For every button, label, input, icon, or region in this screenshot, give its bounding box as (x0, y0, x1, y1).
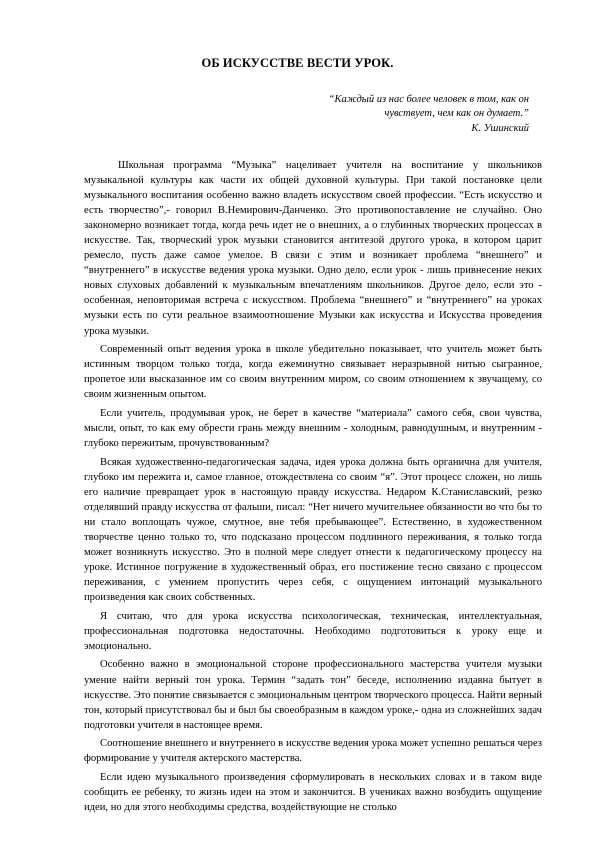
epigraph-quote-line-1: “Каждый из нас более человек в том, как он (328, 94, 529, 105)
paragraph-5: Я считаю, что для урока искусства психологическая, техническая, интеллектуальная, профессиональная подготовка недостаточны. Необходимо подготовиться к уроку еще и эмоционально. (84, 610, 542, 652)
paragraph-8: Если идею музыкального произведения сформулировать в нескольких словах и в таком виде сообщить ее ребенку, то жизнь идеи на этом и закончится. В учениках важно возбудить ощущение идеи, но для этого необходимы средства, воздействующие не столько (84, 771, 542, 814)
body-text (84, 158, 542, 819)
paragraph-6: Особенно важно в эмоциональной стороне профессионального мастерства учителя музыки умение найти верный тон урока. Термин “задать тон” беседе, исполнению издавна бытует в искусстве. Это понятие связывается с эмоциональным центром творческого процесса. Найти верный тон, который присутствовал бы и был бы своеобразным в каждом уроке,- одна из сложнейших задач подготовки учителя в настоящее время. (84, 659, 542, 731)
epigraph (229, 93, 529, 136)
epigraph-quote-line-2: чувствует, чем как он думает.” (384, 108, 529, 119)
paragraph-2: Современный опыт ведения урока в школе убедительно показывает, что учитель может быть истинным творцом только тогда, когда ежеминутно связывает неразрывной нитью сыгранное, пропетое или высказанное им со своим внутренним миром, со своим отношением к звучащему, со своим жизненным опытом. (84, 344, 542, 401)
paragraph-4: Всякая художественно-педагогическая задача, идея урока должна быть органична для учителя, глубоко им пережита и, самое главное, отождествлена со своим “я”. Этот процесс сложен, но лишь его наличие превращает урок в настоящую правду искусства. Недаром К.Станиславский, резко отделявший правду искусства от фальши, писал: “Нет ничего мучительнее обязанности во что бы то ни стало воплощать чужое, смутное, вне тебя пребывающее”. Естественно, в художественном творчестве ценно только то, что подсказано процессом подлинного переживания, я только тогда может возникнуть искусство. Это в полной мере следует отнести к педагогическому процессу на уроке. Истинное погружение в художественный образ, его постижение тесно связано с процессом переживания, с умением пропустить через себя, с ощущением интонаций музыкального произведения как своих собственных. (84, 456, 542, 604)
paragraph-3: Если учитель, продумывая урок, не берет в качестве “материала” самого себя, свои чувства, мысли, опыт, то как ему обрести грань между внешним - холодным, равнодушным, и внутренним - глубоко пережитым, прочувствованным? (84, 407, 542, 450)
epigraph-author: К. Ушинский (471, 123, 529, 134)
paragraph-1: Школьная программа “Музыка” нацеливает учителя на воспитание у школьников музыкальной культуры как части их общей духовной культуры. При такой постановке цели музыкального воспитания особенно важно владеть искусством своей профессии. “Есть искусство и есть творчество”,- говорил В.Немирович-Данченко. Это противопоставление не случайно. Оно закономерно возникает тогда, когда речь идет не о внешних, а о глубинных творческих процессах в искусстве. Так, творческий урок музыки становится антитезой другого урока, в котором царит ремесло, пусть даже самое умелое. В связи с этим и возникает проблема “внешнего” и “внутреннего” в искусстве ведения урока музыки. Одно дело, если урок - лишь привнесение неких новых слуховых добавлений к музыкальным впечатлениям школьников. Другое дело, если это - особенная, неповторимая встреча с искусством. Проблема “внешнего” и “внутреннего” на уроках музыки есть по сути реальное взаимоотношение Музыки как искусства и Искусства проведения урока музыки. (84, 160, 542, 337)
document-title: ОБ ИСКУССТВЕ ВЕСТИ УРОК. (201, 56, 394, 70)
paragraph-7: Соотношение внешнего и внутреннего в искусстве ведения урока может успешно решаться через формирование у учителя актерского мастерства. (84, 738, 542, 765)
